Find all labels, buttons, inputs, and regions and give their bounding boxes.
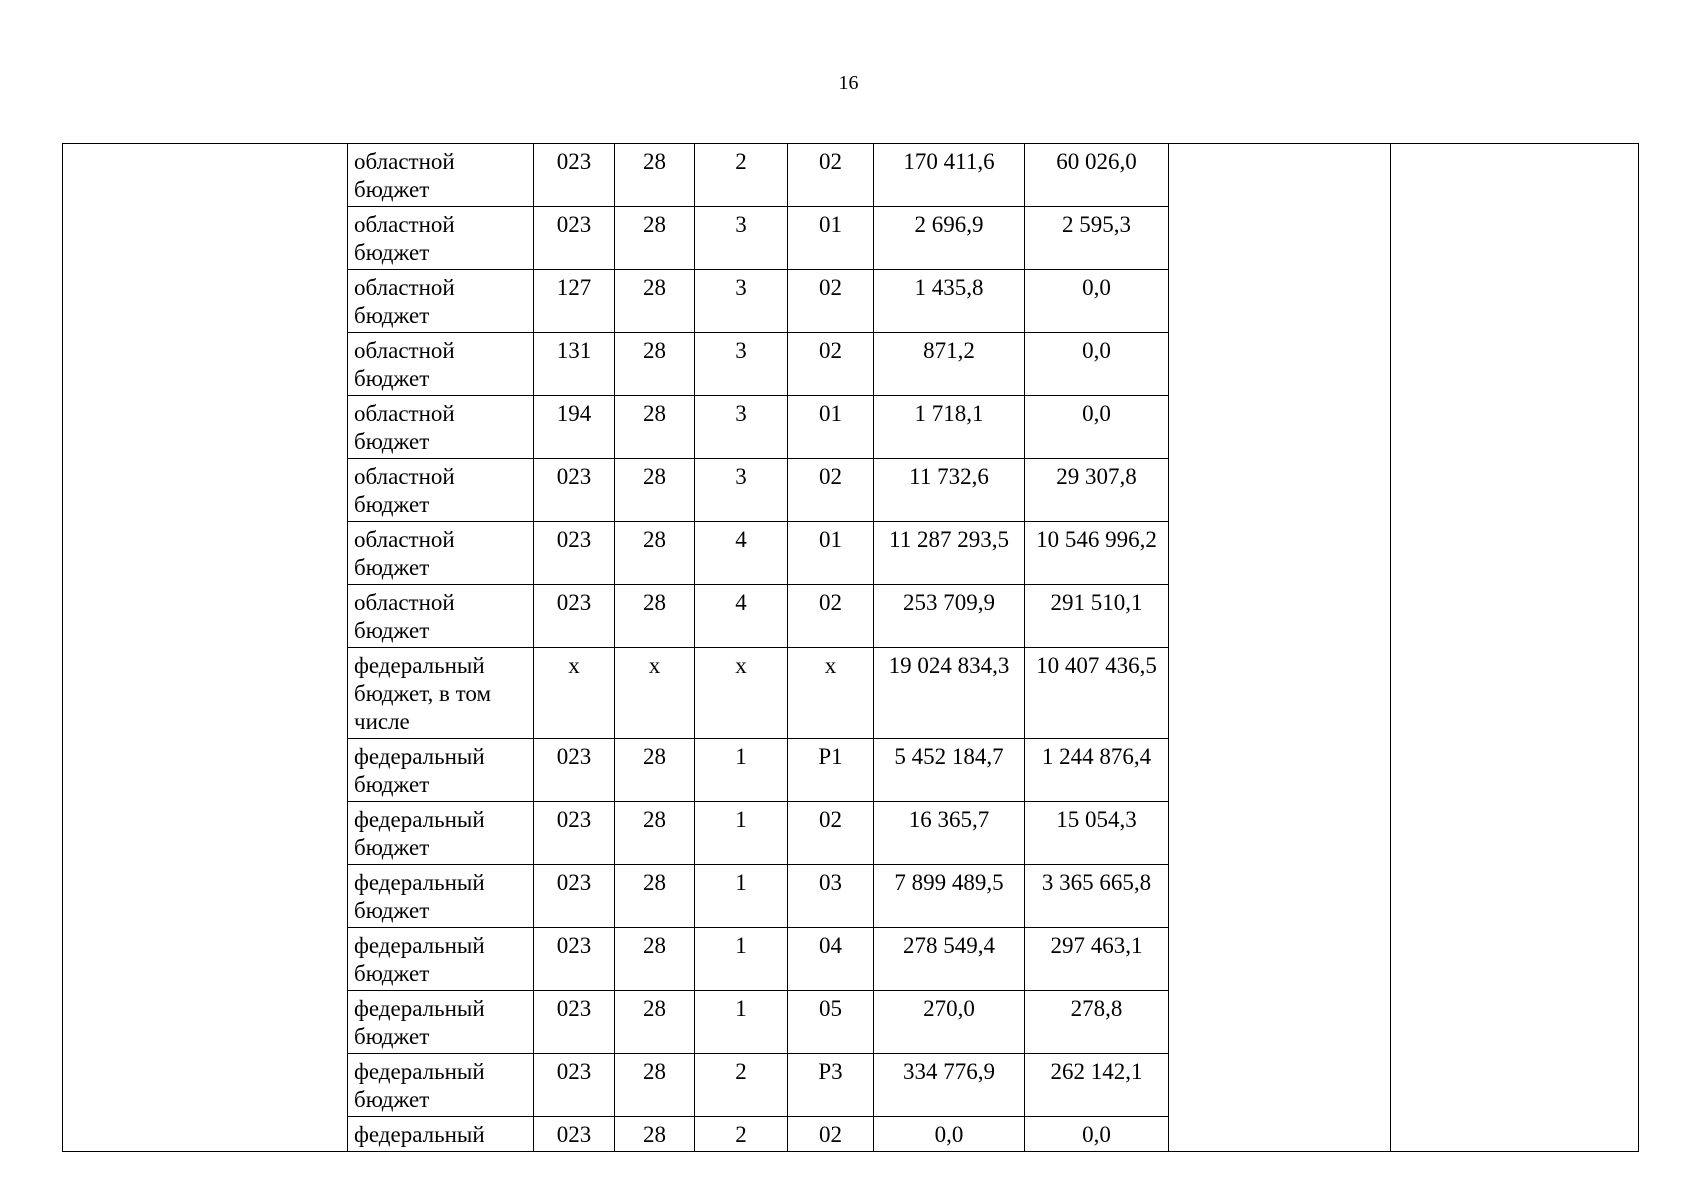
amount-1-cell: 871,2 [874, 333, 1025, 396]
funding-source-cell: федеральный бюджет [348, 739, 534, 802]
amount-2-cell: 262 142,1 [1025, 1054, 1169, 1117]
grbs-cell: 023 [534, 144, 615, 207]
amount-1-cell: 11 732,6 [874, 459, 1025, 522]
amount-2-cell: 15 054,3 [1025, 802, 1169, 865]
measure-code-cell: 01 [788, 207, 874, 270]
amount-1-cell: 7 899 489,5 [874, 865, 1025, 928]
funding-source-cell: федеральный бюджет [348, 865, 534, 928]
program-code-cell: х [615, 648, 695, 739]
amount-1-cell: 334 776,9 [874, 1054, 1025, 1117]
grbs-cell: 023 [534, 207, 615, 270]
amount-1-cell: 2 696,9 [874, 207, 1025, 270]
amount-1-cell: 170 411,6 [874, 144, 1025, 207]
subprogram-cell: 1 [695, 865, 788, 928]
amount-2-cell: 278,8 [1025, 991, 1169, 1054]
program-code-cell: 28 [615, 522, 695, 585]
measure-code-cell: 01 [788, 522, 874, 585]
measure-code-cell: х [788, 648, 874, 739]
amount-2-cell: 0,0 [1025, 270, 1169, 333]
grbs-cell: 023 [534, 928, 615, 991]
program-code-cell: 28 [615, 333, 695, 396]
grbs-cell: 023 [534, 1054, 615, 1117]
program-code-cell: 28 [615, 270, 695, 333]
amount-2-cell: 0,0 [1025, 333, 1169, 396]
grbs-cell: 127 [534, 270, 615, 333]
grbs-cell: 023 [534, 802, 615, 865]
funding-source-cell: областной бюджет [348, 459, 534, 522]
amount-2-cell: 1 244 876,4 [1025, 739, 1169, 802]
subprogram-cell: 4 [695, 585, 788, 648]
program-code-cell: 28 [615, 144, 695, 207]
grbs-cell: 023 [534, 991, 615, 1054]
amount-2-cell: 10 546 996,2 [1025, 522, 1169, 585]
amount-1-cell: 270,0 [874, 991, 1025, 1054]
subprogram-cell: 3 [695, 270, 788, 333]
amount-2-cell: 0,0 [1025, 396, 1169, 459]
funding-source-cell: областной бюджет [348, 270, 534, 333]
funding-source-cell: федеральный бюджет [348, 928, 534, 991]
amount-1-cell: 11 287 293,5 [874, 522, 1025, 585]
program-code-cell: 28 [615, 207, 695, 270]
subprogram-cell: 4 [695, 522, 788, 585]
program-code-cell: 28 [615, 802, 695, 865]
amount-1-cell: 253 709,9 [874, 585, 1025, 648]
measure-code-cell: 05 [788, 991, 874, 1054]
measure-code-cell: 02 [788, 459, 874, 522]
grbs-cell: 023 [534, 1117, 615, 1152]
measure-code-cell: 02 [788, 270, 874, 333]
merged-blank-cell-right-1 [1169, 144, 1391, 1152]
amount-1-cell: 278 549,4 [874, 928, 1025, 991]
amount-2-cell: 2 595,3 [1025, 207, 1169, 270]
table-row [63, 144, 1639, 207]
funding-source-cell: федеральный бюджет [348, 1054, 534, 1117]
funding-source-cell: областной бюджет [348, 144, 534, 207]
program-code-cell: 28 [615, 739, 695, 802]
measure-code-cell: Р1 [788, 739, 874, 802]
program-code-cell: 28 [615, 396, 695, 459]
measure-code-cell: 01 [788, 396, 874, 459]
amount-2-cell: 60 026,0 [1025, 144, 1169, 207]
measure-code-cell: 04 [788, 928, 874, 991]
funding-source-cell: областной бюджет [348, 585, 534, 648]
funding-source-cell: областной бюджет [348, 333, 534, 396]
funding-source-cell: областной бюджет [348, 522, 534, 585]
program-code-cell: 28 [615, 1117, 695, 1152]
amount-1-cell: 0,0 [874, 1117, 1025, 1152]
amount-1-cell: 1 435,8 [874, 270, 1025, 333]
amount-1-cell: 1 718,1 [874, 396, 1025, 459]
amount-1-cell: 19 024 834,3 [874, 648, 1025, 739]
measure-code-cell: 03 [788, 865, 874, 928]
program-code-cell: 28 [615, 991, 695, 1054]
measure-code-cell: 02 [788, 585, 874, 648]
program-code-cell: 28 [615, 865, 695, 928]
measure-code-cell: 02 [788, 1117, 874, 1152]
budget-table [62, 143, 1639, 1152]
grbs-cell: 131 [534, 333, 615, 396]
grbs-cell: х [534, 648, 615, 739]
page-number: 16 [838, 72, 859, 94]
amount-2-cell: 291 510,1 [1025, 585, 1169, 648]
grbs-cell: 194 [534, 396, 615, 459]
grbs-cell: 023 [534, 522, 615, 585]
measure-code-cell: Р3 [788, 1054, 874, 1117]
amount-2-cell: 0,0 [1025, 1117, 1169, 1152]
funding-source-cell: федеральный бюджет [348, 802, 534, 865]
merged-blank-cell-left [63, 144, 348, 1152]
program-code-cell: 28 [615, 585, 695, 648]
amount-2-cell: 29 307,8 [1025, 459, 1169, 522]
program-code-cell: 28 [615, 928, 695, 991]
amount-1-cell: 5 452 184,7 [874, 739, 1025, 802]
subprogram-cell: 1 [695, 991, 788, 1054]
subprogram-cell: 1 [695, 928, 788, 991]
subprogram-cell: 3 [695, 333, 788, 396]
subprogram-cell: х [695, 648, 788, 739]
amount-1-cell: 16 365,7 [874, 802, 1025, 865]
subprogram-cell: 1 [695, 802, 788, 865]
amount-2-cell: 3 365 665,8 [1025, 865, 1169, 928]
funding-source-cell: областной бюджет [348, 396, 534, 459]
amount-2-cell: 297 463,1 [1025, 928, 1169, 991]
funding-source-cell: областной бюджет [348, 207, 534, 270]
subprogram-cell: 1 [695, 739, 788, 802]
grbs-cell: 023 [534, 459, 615, 522]
grbs-cell: 023 [534, 585, 615, 648]
measure-code-cell: 02 [788, 802, 874, 865]
funding-source-cell: федеральный [348, 1117, 534, 1152]
amount-2-cell: 10 407 436,5 [1025, 648, 1169, 739]
measure-code-cell: 02 [788, 333, 874, 396]
funding-source-cell: федеральный бюджет [348, 991, 534, 1054]
subprogram-cell: 2 [695, 144, 788, 207]
grbs-cell: 023 [534, 739, 615, 802]
funding-source-cell: федеральный бюджет, в том числе [348, 648, 534, 739]
grbs-cell: 023 [534, 865, 615, 928]
subprogram-cell: 2 [695, 1054, 788, 1117]
measure-code-cell: 02 [788, 144, 874, 207]
program-code-cell: 28 [615, 459, 695, 522]
subprogram-cell: 3 [695, 459, 788, 522]
subprogram-cell: 2 [695, 1117, 788, 1152]
merged-blank-cell-right-2 [1391, 144, 1639, 1152]
program-code-cell: 28 [615, 1054, 695, 1117]
subprogram-cell: 3 [695, 207, 788, 270]
subprogram-cell: 3 [695, 396, 788, 459]
